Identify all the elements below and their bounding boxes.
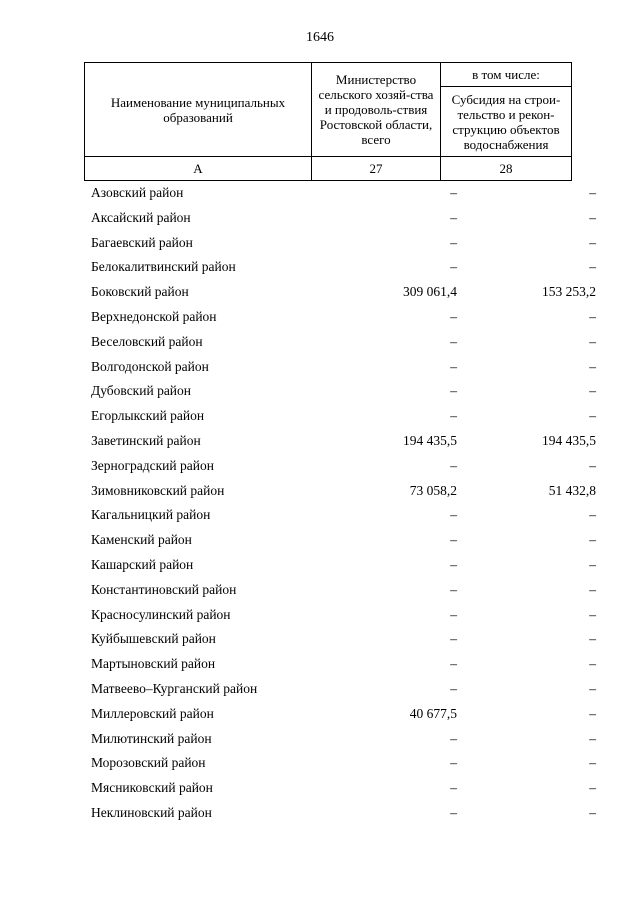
table-row bbox=[84, 330, 602, 355]
table-body bbox=[84, 181, 602, 826]
table-row bbox=[84, 553, 602, 578]
municipality-name: Морозовский район bbox=[91, 755, 206, 771]
subsidy-value: – bbox=[589, 532, 596, 548]
table-row bbox=[84, 454, 602, 479]
municipality-name: Зерноградский район bbox=[91, 457, 214, 473]
municipality-name: Куйбышевский район bbox=[91, 631, 216, 647]
ministry-total-value: 40 677,5 bbox=[409, 705, 457, 721]
municipality-name: Верхнедонской район bbox=[91, 308, 217, 324]
subsidy-value: – bbox=[589, 383, 596, 399]
ministry-total-value: – bbox=[450, 556, 457, 572]
municipality-name: Мартыновский район bbox=[91, 656, 216, 672]
header-subsidy-column: Субсидия на строи-тельство и рекон-струкцию объектов водоснабжения bbox=[441, 87, 572, 157]
municipality-name: Кагальницкий район bbox=[91, 507, 211, 523]
subsidy-value: – bbox=[589, 804, 596, 820]
ministry-total-value: – bbox=[450, 755, 457, 771]
subsidy-value: – bbox=[589, 705, 596, 721]
table-row bbox=[84, 404, 602, 429]
subsidy-value: – bbox=[589, 780, 596, 796]
subsidy-value: – bbox=[589, 581, 596, 597]
subsidy-value: – bbox=[589, 259, 596, 275]
municipality-name: Дубовский район bbox=[91, 383, 192, 399]
table-header bbox=[84, 62, 572, 181]
table-row bbox=[84, 206, 602, 231]
subsidy-value: – bbox=[589, 408, 596, 424]
municipality-name: Каменский район bbox=[91, 532, 192, 548]
subsidy-value: – bbox=[589, 730, 596, 746]
header-name-column: Наименование муниципальных образований bbox=[85, 63, 312, 157]
ministry-total-value: – bbox=[450, 457, 457, 473]
table-row bbox=[84, 776, 602, 801]
ministry-total-value: – bbox=[450, 185, 457, 200]
table-row bbox=[84, 702, 602, 727]
municipality-name: Константиновский район bbox=[91, 581, 237, 597]
subsidy-value: – bbox=[589, 507, 596, 523]
subsidy-value: 51 432,8 bbox=[548, 482, 596, 498]
municipality-name: Милютинский район bbox=[91, 730, 212, 746]
table-row bbox=[84, 429, 602, 454]
subsidy-value: – bbox=[589, 185, 596, 200]
subsidy-value: – bbox=[589, 209, 596, 225]
municipality-name: Неклиновский район bbox=[91, 804, 212, 820]
header-index-a: А bbox=[85, 157, 312, 181]
municipality-name: Белокалитвинский район bbox=[91, 259, 236, 275]
header-index-28: 28 bbox=[441, 157, 572, 181]
table-row bbox=[84, 181, 602, 206]
ministry-total-value: 309 061,4 bbox=[403, 284, 457, 300]
ministry-total-value: – bbox=[450, 209, 457, 225]
ministry-total-value: – bbox=[450, 333, 457, 349]
table-row bbox=[84, 603, 602, 628]
municipality-name: Волгодонской район bbox=[91, 358, 209, 374]
ministry-total-value: – bbox=[450, 383, 457, 399]
subsidy-value: – bbox=[589, 358, 596, 374]
table-row bbox=[84, 677, 602, 702]
table-row bbox=[84, 528, 602, 553]
municipality-name: Егорлыкский район bbox=[91, 408, 205, 424]
municipality-name: Азовский район bbox=[91, 185, 184, 200]
subsidy-value: 153 253,2 bbox=[542, 284, 596, 300]
table-row bbox=[84, 379, 602, 404]
municipality-name: Мясниковский район bbox=[91, 780, 213, 796]
table-row bbox=[84, 305, 602, 330]
subsidy-value: – bbox=[589, 457, 596, 473]
ministry-total-value: 194 435,5 bbox=[403, 432, 457, 448]
ministry-total-value: – bbox=[450, 581, 457, 597]
subsidy-value: – bbox=[589, 556, 596, 572]
table-row bbox=[84, 627, 602, 652]
header-ministry-column: Министерство сельского хозяй-ства и продоволь-ствия Ростовской области, всего bbox=[312, 63, 441, 157]
subsidy-value: – bbox=[589, 606, 596, 622]
ministry-total-value: – bbox=[450, 507, 457, 523]
table-row bbox=[84, 280, 602, 305]
ministry-total-value: – bbox=[450, 259, 457, 275]
ministry-total-value: – bbox=[450, 358, 457, 374]
ministry-total-value: – bbox=[450, 656, 457, 672]
municipality-name: Матвеево–Курганский район bbox=[91, 680, 258, 696]
municipality-name: Красносулинский район bbox=[91, 606, 231, 622]
municipality-name: Боковский район bbox=[91, 284, 189, 300]
header-index-27: 27 bbox=[312, 157, 441, 181]
table-row bbox=[84, 751, 602, 776]
municipality-name: Заветинский район bbox=[91, 432, 201, 448]
subsidy-value: – bbox=[589, 755, 596, 771]
table-row bbox=[84, 479, 602, 504]
municipality-name: Кашарский район bbox=[91, 556, 194, 572]
subsidy-value: – bbox=[589, 656, 596, 672]
municipality-name: Аксайский район bbox=[91, 209, 191, 225]
table-row bbox=[84, 727, 602, 752]
table-row bbox=[84, 801, 602, 826]
subsidy-value: – bbox=[589, 680, 596, 696]
municipality-name: Зимовниковский район bbox=[91, 482, 225, 498]
table-row bbox=[84, 355, 602, 380]
header-including-label: в том числе: bbox=[441, 63, 572, 87]
subsidy-value: 194 435,5 bbox=[542, 432, 596, 448]
ministry-total-value: – bbox=[450, 780, 457, 796]
subsidy-value: – bbox=[589, 333, 596, 349]
ministry-total-value: – bbox=[450, 234, 457, 250]
table-row bbox=[84, 652, 602, 677]
subsidy-value: – bbox=[589, 234, 596, 250]
ministry-total-value: – bbox=[450, 730, 457, 746]
table-row bbox=[84, 578, 602, 603]
municipality-name: Миллеровский район bbox=[91, 705, 214, 721]
table-row bbox=[84, 231, 602, 256]
municipality-name: Веселовский район bbox=[91, 333, 203, 349]
ministry-total-value: 73 058,2 bbox=[409, 482, 457, 498]
page-number: 1646 bbox=[306, 30, 334, 45]
ministry-total-value: – bbox=[450, 532, 457, 548]
table-row bbox=[84, 255, 602, 280]
table-row bbox=[84, 503, 602, 528]
municipality-name: Багаевский район bbox=[91, 234, 193, 250]
ministry-total-value: – bbox=[450, 680, 457, 696]
ministry-total-value: – bbox=[450, 408, 457, 424]
ministry-total-value: – bbox=[450, 804, 457, 820]
ministry-total-value: – bbox=[450, 631, 457, 647]
subsidy-value: – bbox=[589, 308, 596, 324]
ministry-total-value: – bbox=[450, 606, 457, 622]
subsidy-value: – bbox=[589, 631, 596, 647]
ministry-total-value: – bbox=[450, 308, 457, 324]
